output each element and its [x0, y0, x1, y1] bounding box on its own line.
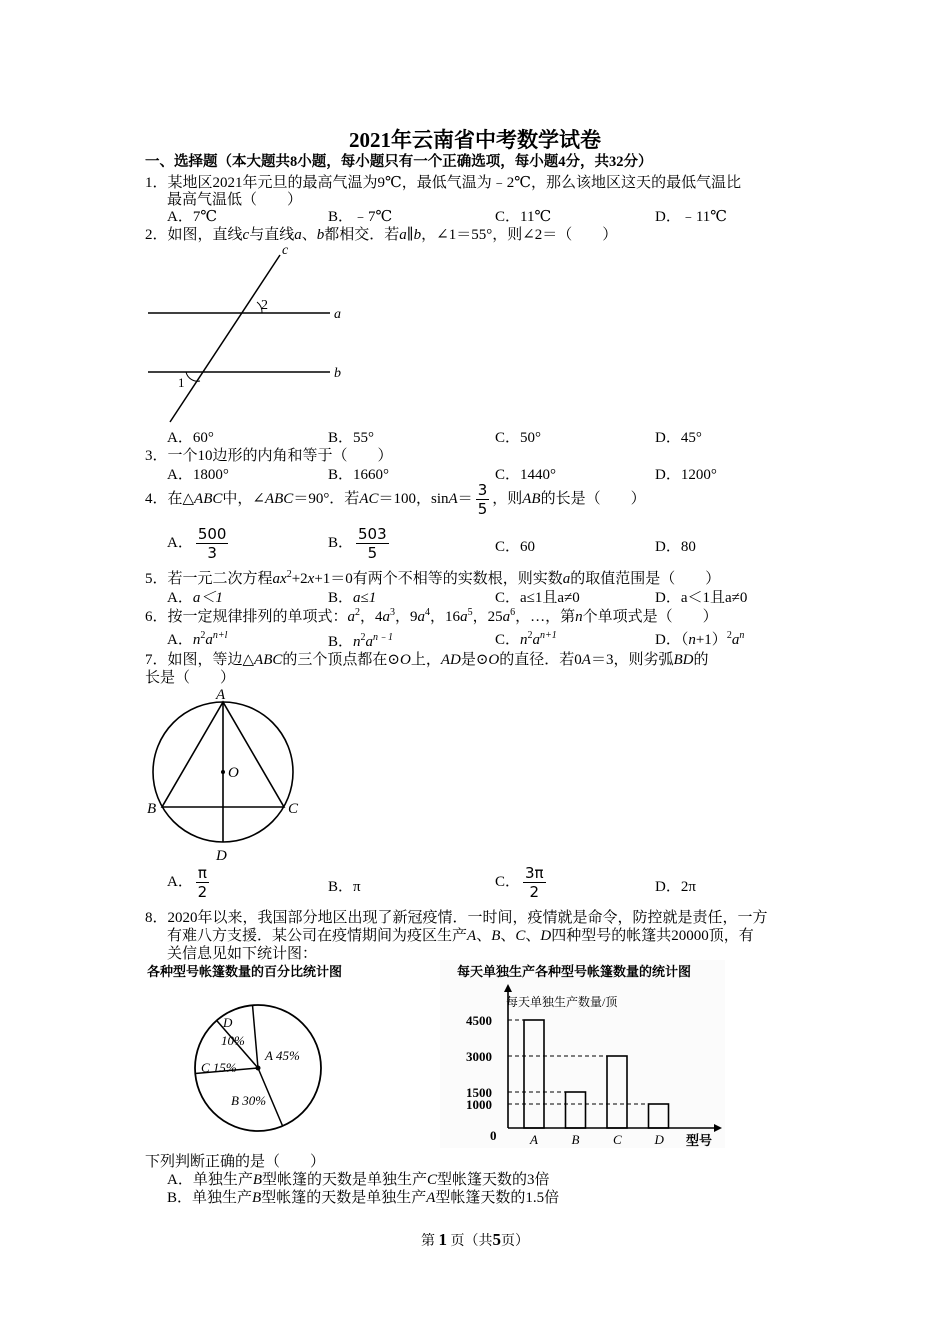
label-A: A	[216, 687, 226, 703]
label-O: O	[228, 765, 239, 781]
label-angle-2: 2	[261, 298, 268, 313]
line-c	[170, 255, 280, 422]
q3-option-c: C．1440°	[495, 467, 557, 483]
label-b: b	[334, 366, 341, 381]
q1-option-d: D．﹣11℃	[655, 209, 728, 225]
q2-figure	[140, 240, 360, 425]
bar-ytick-1500: 1500	[466, 1085, 492, 1100]
pie-chart	[143, 960, 373, 1150]
q8-option-a: A．单独生产B型帐篷的天数是单独生产C型帐篷天数的3倍	[167, 1172, 550, 1188]
label-C: C	[288, 801, 299, 817]
q5-option-c: C．a≤1且a≠0	[495, 590, 580, 606]
bar-ylabel: 每天单独生产数量/顶	[506, 995, 618, 1009]
q1-line2: 最高气温低（ ）	[167, 192, 303, 208]
q4-option-b: B． $\frac{503}{5}$	[328, 525, 387, 562]
q4-option-d: D．80	[655, 539, 696, 555]
q6-stem: 6．按一定规律排列的单项式：$a^2$，$4a^3$，$9a^4$，$16a^5$，$25a^6$，…，第n个单项式是（ ）	[145, 607, 718, 625]
pie-label-b: B 30%	[231, 1093, 267, 1108]
bar-ytick-3000: 3000	[466, 1049, 492, 1064]
q1-line1: 1．某地区2021年元旦的最高气温为9℃，最低气温为﹣2℃，那么该地区这天的最低气温比	[145, 175, 742, 191]
page-footer: 第 1 页（共5页）	[421, 1230, 529, 1249]
q4-fraction: $\frac{3}{5}$	[477, 481, 488, 518]
q3-option-a: A．1800°	[167, 467, 229, 483]
q1-option-b: B．﹣7℃	[328, 209, 393, 225]
q8-line2: 有难八方支援．某公司在疫情期间为疫区生产A、B、C、D四种型号的帐篷共20000顶，有	[167, 928, 754, 944]
q8-question: 下列判断正确的是（ ）	[145, 1154, 326, 1170]
q5-stem: 5．若一元二次方程$ax^2+2x+1=0$有两个不相等的实数根，则实数a的取值范围是（ ）	[145, 569, 721, 587]
q4-option-c: C．60	[495, 539, 536, 555]
q1-option-a: A．7℃	[167, 209, 218, 225]
q7-line1: 7．如图，等边△ABC的三个顶点都在⊙O上，AD是⊙O的直径．若0A＝3，则劣弧BD的	[145, 652, 709, 668]
q7-option-a: A． $\frac{\pi}{2}$	[167, 864, 208, 901]
pie-title: 各种型号帐篷数量的百分比统计图	[147, 964, 343, 979]
q3-stem: 3．一个10边形的内角和等于（ ）	[145, 448, 393, 464]
q2-option-c: C．50°	[495, 430, 542, 446]
page-title: 2021年云南省中考数学试卷	[349, 128, 601, 152]
pie-label-a: A 45%	[265, 1048, 300, 1063]
q6-option-c: C．$n^2a^{n+1}$	[495, 630, 557, 648]
bar-title: 每天单独生产各种型号帐篷数量的统计图	[457, 964, 692, 979]
section-heading: 一、选择题（本大题共8小题，每小题只有一个正确选项，每小题4分，共32分）	[145, 154, 653, 170]
label-D: D	[216, 848, 227, 864]
pie-slice-a-edge	[253, 1005, 258, 1068]
q7-option-c: C． $\frac{3\pi}{2}$	[495, 864, 544, 901]
bar-ytick-1000: 1000	[466, 1097, 492, 1112]
q7-figure	[143, 684, 308, 864]
q3-option-d: D．1200°	[655, 467, 717, 483]
label-B: B	[147, 801, 157, 817]
q6-option-a: A．$n^2a^{n+l}$	[167, 630, 228, 648]
q6-option-d: D．$(n+1)^2a^n$	[655, 630, 745, 648]
bar-chart	[440, 960, 730, 1150]
bar-xtick-b: B	[571, 1132, 580, 1147]
q8-line3: 关信息见如下统计图：	[167, 946, 318, 962]
q2-option-a: A．60°	[167, 430, 214, 446]
label-a: a	[334, 307, 341, 322]
center-o-dot	[221, 770, 225, 774]
q7-option-b: B．π	[328, 879, 361, 895]
q1-option-c: C．11℃	[495, 209, 552, 225]
q4-stem: 4．在△ABC中，∠ABC＝90°．若AC＝100，sinA＝ $\frac{3}{5}$ ，则AB的长是（ ）	[145, 481, 646, 518]
q7-option-d: D．2π	[655, 879, 696, 895]
pie-center	[256, 1066, 261, 1071]
bar-xtick-c: C	[613, 1132, 622, 1147]
q6-option-b: B．$n^2a^{n﹣1}$	[328, 632, 394, 650]
q2-option-b: B．55°	[328, 430, 375, 446]
bar-xtick-d: D	[654, 1132, 664, 1147]
q3-option-b: B．1660°	[328, 467, 390, 483]
q8-line1: 8．2020年以来，我国部分地区出现了新冠疫情．一时间，疫情就是命令，防控就是责任，一方	[145, 910, 768, 926]
q2-stem: 2．如图，直线c与直线a、b都相交．若a∥b，∠1＝55°，则∠2＝（ ）	[145, 227, 618, 243]
bar-xlabel: 型号	[686, 1133, 713, 1148]
q5-option-d: D．a＜1且a≠0	[655, 590, 748, 606]
q8-option-b: B．单独生产B型帐篷的天数是单独生产A型帐篷天数的1.5倍	[167, 1190, 560, 1206]
label-c: c	[282, 243, 289, 258]
bar-ytick-4500: 4500	[466, 1013, 492, 1028]
bar-origin: 0	[490, 1128, 497, 1143]
bar-xtick-a: A	[530, 1132, 538, 1147]
pie-label-d: D	[223, 1015, 233, 1030]
q5-option-b: B．a≤1	[328, 590, 377, 606]
pie-label-d-pct: 10%	[221, 1033, 245, 1048]
q2-option-d: D．45°	[655, 430, 702, 446]
q5-option-a: A．a＜1	[167, 590, 223, 606]
q4-option-a: A． $\frac{500}{3}$	[167, 525, 227, 562]
label-angle-1: 1	[178, 375, 185, 390]
q7-line2: 长是（ ）	[145, 670, 236, 686]
pie-label-c: C 15%	[201, 1060, 237, 1075]
